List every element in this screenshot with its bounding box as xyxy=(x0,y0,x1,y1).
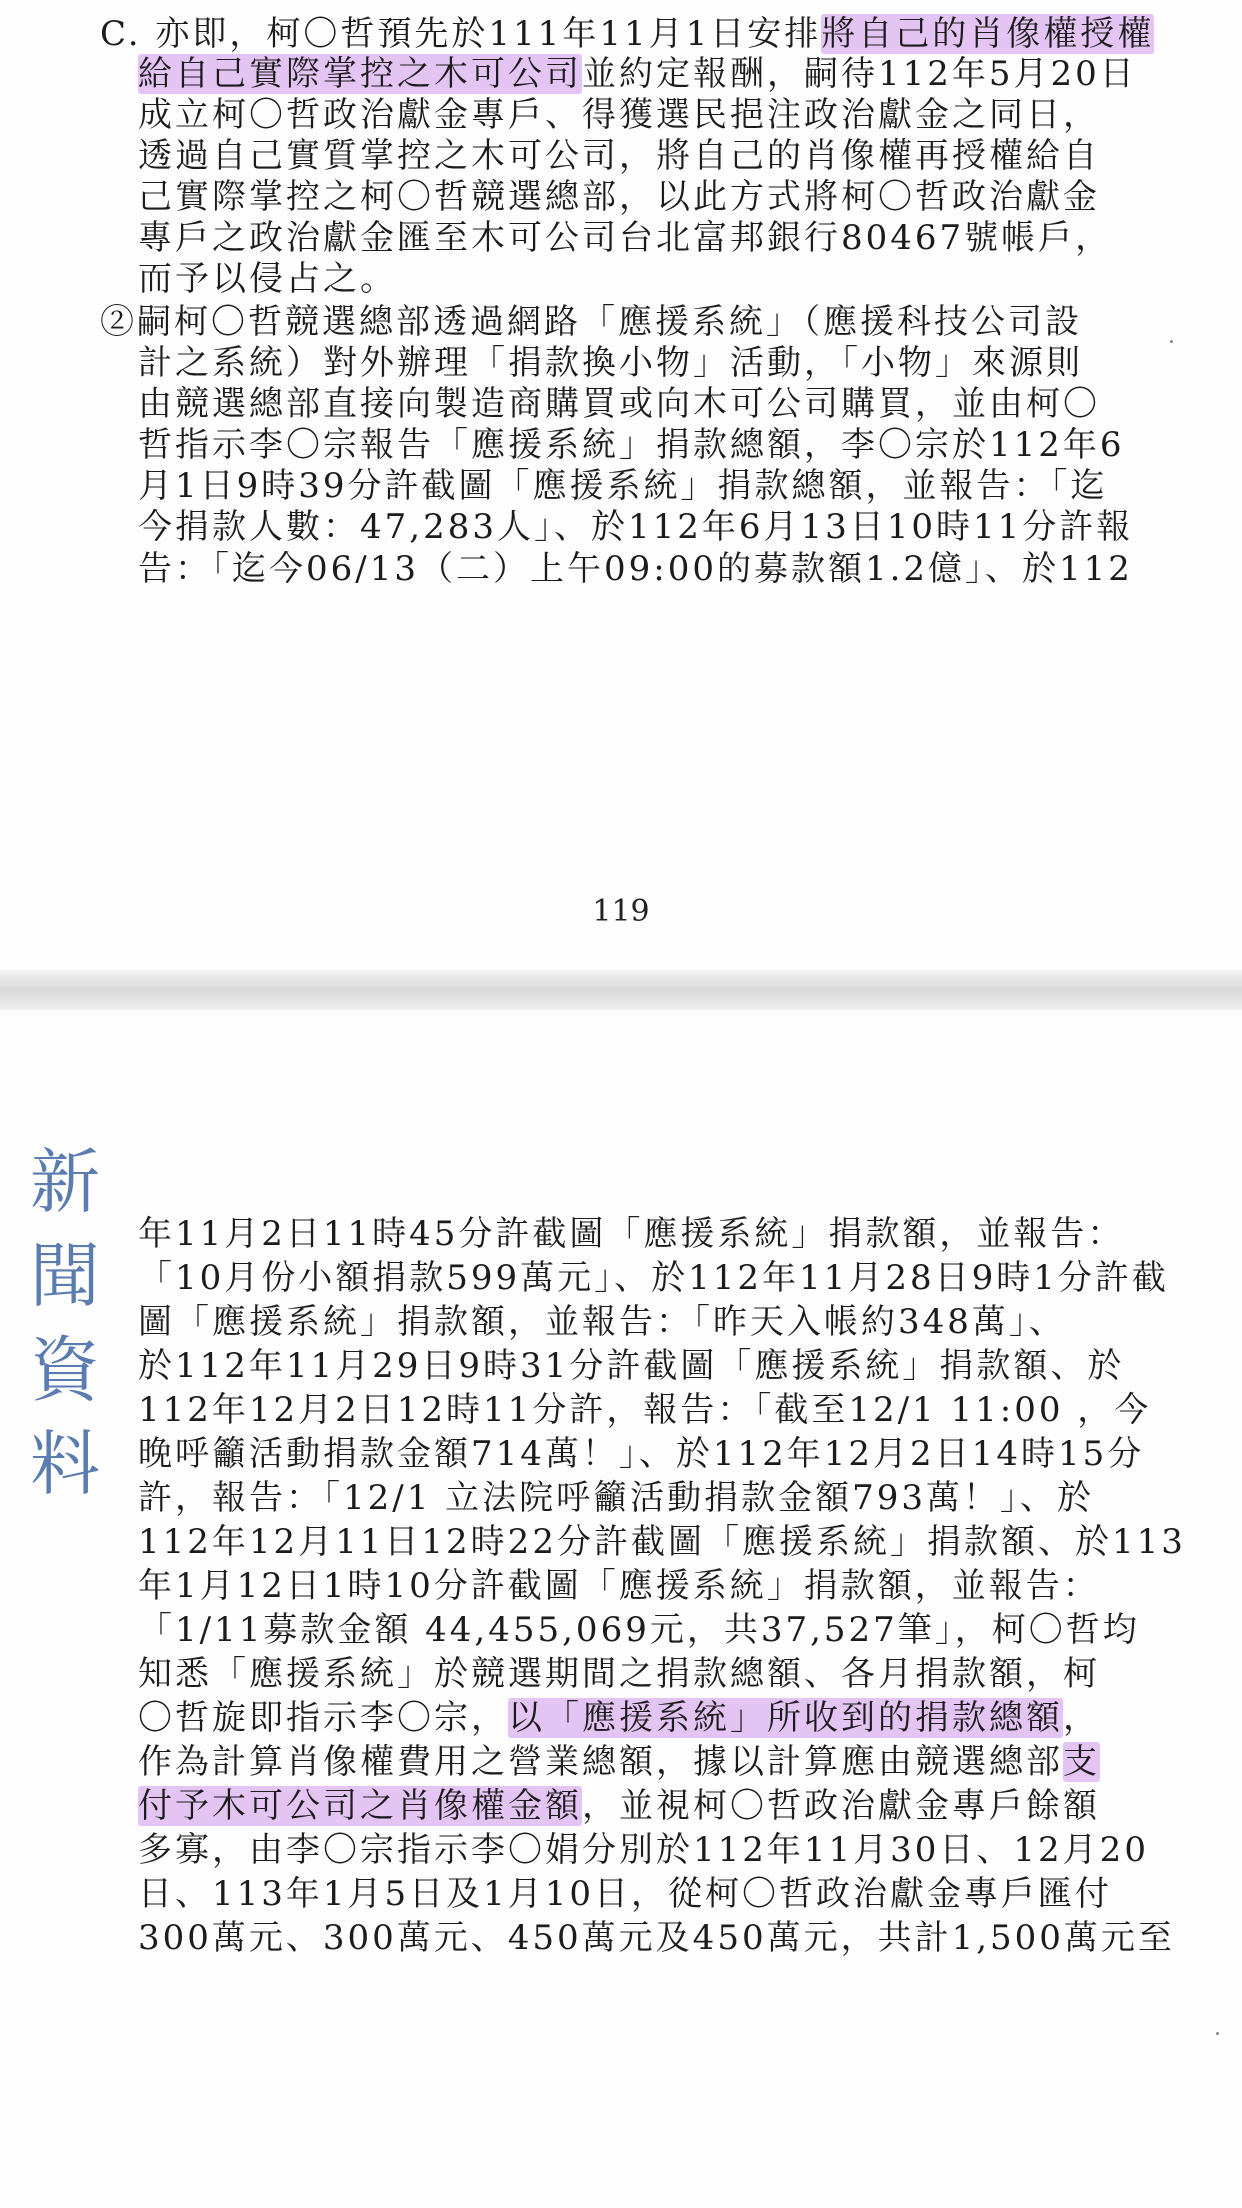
text-segment: 並約定報酬，嗣待112年5月20日 xyxy=(582,54,1137,94)
text-segment: 作為計算肖像權費用之營業總額，據以計算應由競選總部 xyxy=(138,1742,1063,1782)
text-line xyxy=(138,1344,1124,1388)
text-segment: 年1月12日1時10分許截圖「應援系統」捐款額，並報告： xyxy=(138,1566,1100,1606)
page-separator xyxy=(0,970,1242,1010)
text-segment: 月1日9時39分許截圖「應援系統」捐款總額，並報告：「迄 xyxy=(138,466,1108,506)
text-line xyxy=(138,1652,1100,1696)
text-line xyxy=(138,382,1100,426)
news-material-stamp xyxy=(20,1135,110,1511)
highlighted-text: 以「應援系統」所收到的捐款總額 xyxy=(508,1698,1063,1738)
text-line xyxy=(138,93,1100,137)
text-segment: 於112年11月29日9時31分許截圖「應援系統」捐款額、於 xyxy=(138,1346,1125,1386)
stamp-char: 聞 xyxy=(30,1235,100,1317)
stamp-char: 料 xyxy=(30,1423,100,1505)
text-segment: 而予以侵占之。 xyxy=(138,259,397,299)
text-segment: 多寡，由李〇宗指示李〇娟分別於112年11月30日、12月20 xyxy=(138,1830,1149,1870)
text-segment: 〇哲旋即指示李〇宗， xyxy=(138,1698,508,1738)
text-line xyxy=(138,1740,1100,1784)
text-line xyxy=(138,1872,1112,1916)
text-segment: 圖「應援系統」捐款額，並報告：「昨天入帳約348萬」、 xyxy=(138,1302,1066,1342)
text-line xyxy=(138,341,1083,385)
highlighted-text: 將自己的肖像權授權 xyxy=(821,14,1155,54)
text-segment: 知悉「應援系統」於競選期間之捐款總額、各月捐款額，柯 xyxy=(138,1654,1100,1694)
text-segment: 專戶之政治獻金匯至木可公司台北富邦銀行80467號帳戶， xyxy=(138,218,1113,258)
text-line xyxy=(138,1212,1124,1256)
text-line xyxy=(138,423,1125,467)
text-line xyxy=(138,134,1100,178)
text-line xyxy=(100,12,1154,56)
text-line xyxy=(138,505,1133,549)
text-line xyxy=(138,1696,1100,1740)
text-segment: 透過自己實質掌控之木可公司，將自己的肖像權再授權給自 xyxy=(138,136,1100,176)
highlighted-text: 給自己實際掌控之木可公司 xyxy=(138,54,582,94)
text-segment: 成立柯〇哲政治獻金專戶、得獲選民挹注政治獻金之同日， xyxy=(138,95,1100,135)
scan-speck xyxy=(1216,2032,1219,2035)
text-line xyxy=(138,175,1100,219)
text-line xyxy=(138,1300,1066,1344)
text-segment: ②嗣柯〇哲競選總部透過網路「應援系統」（應援科技公司設 xyxy=(100,302,1082,342)
text-segment: C. 亦即，柯〇哲預先於111年11月1日安排 xyxy=(100,14,822,54)
text-line xyxy=(100,300,1082,344)
text-line xyxy=(138,1916,1175,1960)
text-segment: 112年12月2日12時11分許，報告：「截至12/1 11:00 ，今 xyxy=(138,1390,1152,1430)
text-segment: 112年12月11日12時22分許截圖「應援系統」捐款額、於113 xyxy=(138,1522,1186,1562)
text-segment: 日、113年1月5日及1月10日，從柯〇哲政治獻金專戶匯付 xyxy=(138,1874,1113,1914)
text-line xyxy=(138,1784,1100,1828)
text-line xyxy=(138,1256,1169,1300)
text-segment: 哲指示李〇宗報告「應援系統」捐款總額，李〇宗於112年6 xyxy=(138,425,1125,465)
text-segment: 由競選總部直接向製造商購買或向木可公司購買，並由柯〇 xyxy=(138,384,1100,424)
stamp-char: 新 xyxy=(30,1141,100,1223)
text-segment: 己實際掌控之柯〇哲競選總部，以此方式將柯〇哲政治獻金 xyxy=(138,177,1100,217)
text-line xyxy=(138,1476,1094,1520)
text-segment: 計之系統）對外辦理「捐款換小物」活動，「小物」來源則 xyxy=(138,343,1083,383)
text-line xyxy=(138,52,1137,96)
text-line xyxy=(138,1388,1151,1432)
text-segment: 告：「迄今06/13（二）上午09:00的募款額1.2億」、於112 xyxy=(138,549,1133,589)
text-segment: ，並視柯〇哲政治獻金專戶餘額 xyxy=(582,1786,1100,1826)
text-segment: 300萬元、300萬元、450萬元及450萬元，共計1,500萬元至 xyxy=(138,1918,1175,1958)
text-segment: ， xyxy=(1063,1698,1100,1738)
text-segment: 晚呼籲活動捐款金額714萬！」、於112年12月2日14時15分 xyxy=(138,1434,1145,1474)
text-line xyxy=(138,216,1112,260)
text-line xyxy=(138,1564,1100,1608)
text-line xyxy=(138,1520,1186,1564)
highlighted-text: 支 xyxy=(1063,1742,1100,1782)
text-line xyxy=(138,1608,1140,1652)
text-segment: 今捐款人數：47,283人」、於112年6月13日10時11分許報 xyxy=(138,507,1134,547)
text-line xyxy=(138,1828,1149,1872)
stamp-char: 資 xyxy=(30,1329,100,1411)
text-segment: 「10月份小額捐款599萬元」、於112年11月28日9時1分許截 xyxy=(138,1258,1169,1298)
scan-speck xyxy=(1170,340,1173,343)
text-line xyxy=(138,547,1133,591)
highlighted-text: 付予木可公司之肖像權金額 xyxy=(138,1786,582,1826)
text-line xyxy=(138,257,397,301)
text-segment: 年11月2日11時45分許截圖「應援系統」捐款額，並報告： xyxy=(138,1214,1125,1254)
text-line xyxy=(138,464,1108,508)
page-number: 119 xyxy=(592,894,650,929)
text-segment: 「1/11募款金額 44,455,069元，共37,527筆」，柯〇哲均 xyxy=(138,1610,1140,1650)
text-line xyxy=(138,1432,1144,1476)
text-segment: 許，報告：「12/1 立法院呼籲活動捐款金額793萬！」、於 xyxy=(138,1478,1095,1518)
